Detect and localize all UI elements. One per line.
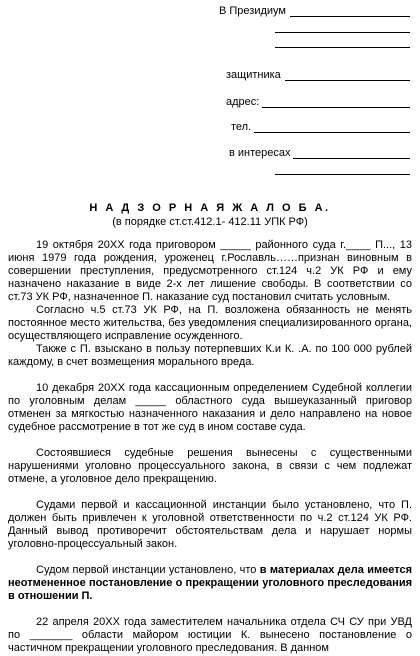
paragraph-gap <box>8 551 412 564</box>
paragraph-6: Судами первой и кассационной инстанции было установлено, что П. должен быть привлечен к уголовной ответственности по ч.2 ст.124 УК РФ. Данный вывод противоречит обстоятельствам дела и нарушает нормы уголовно-процессуальный закон. <box>8 499 412 550</box>
document-subtitle: (в порядке ст.ст.412.1- 412.11 УПК РФ) <box>112 216 308 228</box>
paragraph-gap <box>8 486 412 499</box>
header-defender: защитника <box>226 69 281 81</box>
paragraph-7 <box>8 564 412 603</box>
paragraph-2: Согласно ч.5 ст.73 УК РФ, на П. возложена обязанность не менять постоянное место жительства, без уведомления специализированного органа, осуществляющего исправление осужденного. <box>8 304 412 342</box>
header-interests-line <box>293 158 410 159</box>
document-title: Н А Д З О Р Н А Я Ж А Л О Б А. <box>89 202 331 214</box>
header-to: В Президиум <box>219 5 286 17</box>
header-address: адрес: <box>226 96 260 108</box>
header-phone: тел. <box>231 121 252 133</box>
paragraph-8: 22 апреля 20ХХ года заместителем начальника отдела СЧ СУ при УВД по _______ области майором юстиции К. вынесено постановление о частичном прекращении уголовного преследования. В данном <box>8 616 412 654</box>
paragraph-7-text: Судом первой инстанции установлено, что <box>36 564 260 576</box>
header-blank-line-2 <box>275 47 410 48</box>
header-blank-line-3 <box>275 174 410 175</box>
paragraph-4: 10 декабря 20ХХ года кассационным определением Судебной коллегии по уголовным делам _____ областного суда вышеуказанный приговор отменен за мягкостью назначенного наказания и дело направлено на новое судебное рассмотрение в тот же суд в ином составе суда. <box>8 382 412 433</box>
header-interests: в интересах <box>229 147 291 159</box>
header-to-line <box>290 16 410 17</box>
header-defender-line <box>285 80 410 81</box>
header-address-line <box>262 107 410 108</box>
header-blank-line-1 <box>275 32 410 33</box>
paragraph-1: 19 октября 20ХХ года приговором _____ районного суда г.____ П..., 13 июня 1979 года рождения, уроженец г.Рославль……признан виновным в совершении преступления, предусмотренного ст.124 ч.2 УК РФ и ему назначено наказание в виде 2-х лет лишение свободы. В соответствии со ст.73 УК РФ, назначенное П. наказание суд постановил считать условным. <box>8 239 412 303</box>
paragraph-gap <box>8 434 412 447</box>
paragraph-3: Также с П. взыскано в пользу потерпевших К.и К. .А. по 100 000 рублей каждому, в счет возмещения морального вреда. <box>8 343 412 368</box>
paragraph-gap <box>8 603 412 616</box>
paragraph-7-bold: в материалах дела имеется неотмененное постановление о прекращении уголовного преследования в отношении П. <box>8 564 412 602</box>
paragraph-gap <box>8 369 412 382</box>
header-phone-line <box>254 132 410 133</box>
document-body <box>8 239 412 655</box>
paragraph-5: Состоявшиеся судебные решения вынесены с существенными нарушениями уголовно процессуального закона, в связи с чем подлежат отмене, а уголовное дело прекращению. <box>8 447 412 485</box>
